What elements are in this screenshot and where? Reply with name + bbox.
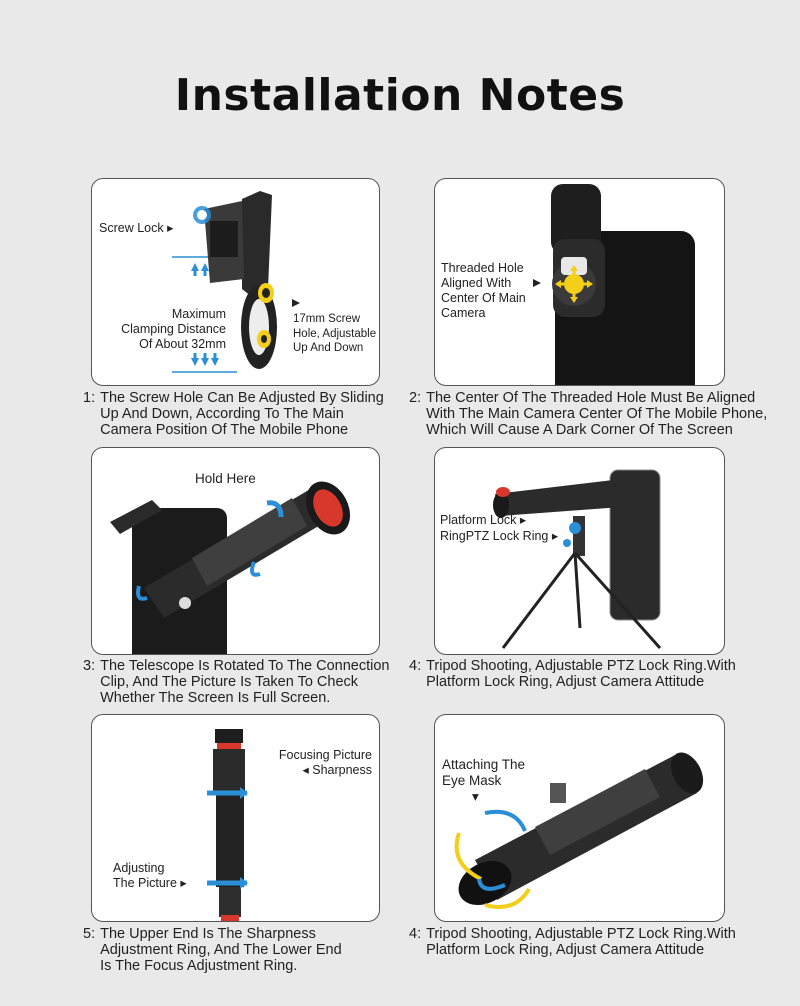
panel-1-caption: 1: The Screw Hole Can Be Adjusted By Sliding Up And Down, According To The Main Camera Position Of The Mobile Phone bbox=[83, 390, 384, 438]
arrow-icon bbox=[533, 279, 541, 287]
max-clamping-label: Maximum Clamping Distance Of About 32mm bbox=[121, 307, 226, 351]
panel-4-caption: 4: Tripod Shooting, Adjustable PTZ Lock Ring.With Platform Lock Ring, Adjust Camera Attitude bbox=[409, 658, 736, 690]
adjusting-label: Adjusting The Picture ▸ bbox=[113, 861, 187, 890]
page-title: Installation Notes bbox=[174, 70, 626, 121]
threaded-hole-label: Threaded Hole Aligned With Center Of Main Camera bbox=[441, 261, 526, 320]
panel-1-image bbox=[91, 178, 380, 386]
panel-3-caption: 3: The Telescope Is Rotated To The Connection Clip, And The Picture Is Taken To Check Whether The Screen Is Full Screen. bbox=[83, 658, 390, 706]
panel-2-image bbox=[434, 178, 725, 386]
ptz-lock-label: RingPTZ Lock Ring ▸ bbox=[440, 529, 559, 543]
panel-2-caption: 2: The Center Of The Threaded Hole Must Be Aligned With The Main Camera Center Of The Mobile Phone, Which Will Cause A Dark Corner Of The Screen bbox=[409, 390, 768, 438]
arrow-icon bbox=[292, 299, 300, 307]
apple-logo-icon bbox=[179, 597, 191, 609]
eye-mask-label: Attaching The Eye Mask ▾ bbox=[442, 757, 526, 804]
panel-5-image bbox=[91, 714, 380, 922]
focusing-label: Focusing Picture ◂ Sharpness bbox=[278, 748, 372, 777]
panel-6-image bbox=[434, 714, 725, 922]
screw-hole-label: 17mm Screw Hole, Adjustable Up And Down bbox=[293, 313, 377, 354]
screw-lock-label: Screw Lock ▸ bbox=[99, 221, 174, 235]
hold-here-label: Hold Here bbox=[195, 471, 256, 486]
panel-3-image bbox=[91, 447, 380, 655]
panel-6-caption: 4: Tripod Shooting, Adjustable PTZ Lock Ring.With Platform Lock Ring, Adjust Camera Attitude bbox=[409, 926, 736, 958]
panel-4-image bbox=[434, 447, 725, 655]
platform-lock-label: Platform Lock ▸ bbox=[440, 513, 527, 527]
panel-5-caption: 5: The Upper End Is The Sharpness Adjustment Ring, And The Lower End Is The Focus Adjustment Ring. bbox=[83, 926, 342, 974]
eye-mask-illustration bbox=[435, 715, 724, 921]
tripod-illustration bbox=[435, 448, 724, 654]
